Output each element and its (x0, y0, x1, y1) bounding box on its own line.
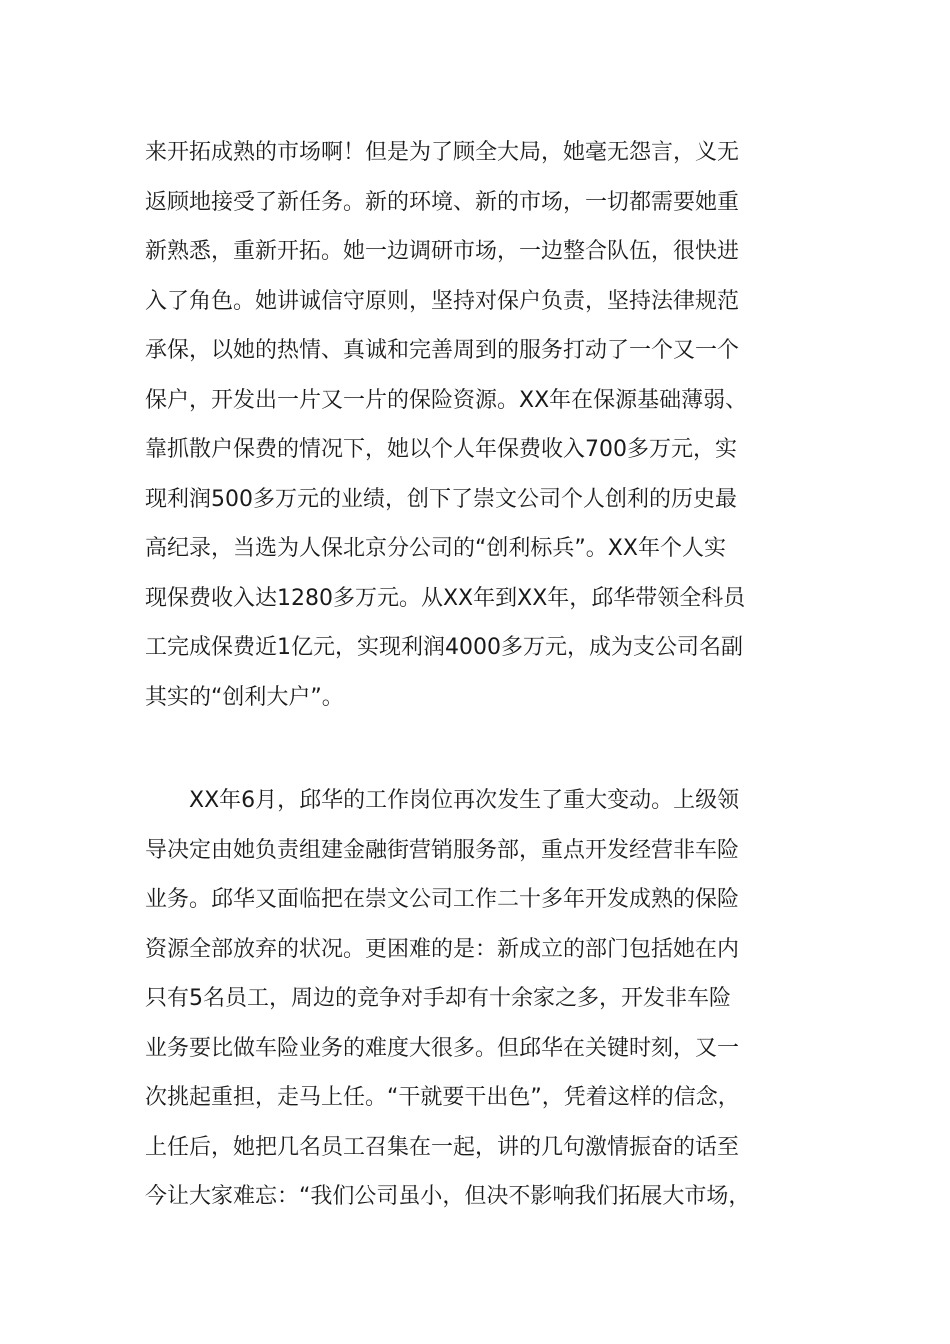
text-line: 导决定由她负责组建金融街营销服务部，重点开发经营非车险 (145, 837, 740, 863)
text-line: 工完成保费近1亿元，实现利润4000多万元，成为支公司名副 (145, 635, 743, 660)
text-line: 资源全部放弃的状况。更困难的是：新成立的部门包括她在内 (145, 936, 740, 962)
text-line: 业务要比做车险业务的难度大很多。但邱华在关键时刻，又一 (145, 1035, 740, 1061)
paragraph-1 (145, 128, 825, 722)
text-line: 现利润500多万元的业绩，创下了崇文公司个人创利的历史最 (145, 486, 737, 512)
text-line: 保户，开发出一片又一片的保险资源。XX年在保源基础薄弱、 (145, 387, 748, 413)
text-line: 入了角色。她讲诚信守原则，坚持对保户负责，坚持法律规范 (145, 288, 740, 314)
text-line: 新熟悉，重新开拓。她一边调研市场，一边整合队伍，很快进 (145, 239, 740, 264)
text-line: 今让大家难忘：“我们公司虽小，但决不影响我们拓展大市场， (145, 1184, 751, 1209)
text-line: 来开拓成熟的市场啊！但是为了顾全大局，她毫无怨言，义无 (145, 140, 740, 165)
text-line: 高纪录，当选为人保北京分公司的“创利标兵”。XX年个人实 (145, 536, 726, 561)
text-line: 现保费收入达1280多万元。从XX年到XX年，邱华带领全科员 (145, 585, 746, 611)
text-line: 其实的“创利大户”。 (145, 684, 344, 710)
text-line: 承保，以她的热情、真诚和完善周到的服务打动了一个又一个 (145, 338, 740, 363)
text-line: 返顾地接受了新任务。新的环境、新的市场，一切都需要她重 (145, 189, 740, 215)
text-line: 次挑起重担，走马上任。“干就要干出色”，凭着这样的信念， (145, 1085, 740, 1110)
text-line: 靠抓散户保费的情况下，她以个人年保费收入700多万元，实 (145, 437, 737, 462)
text-line: XX年6月，邱华的工作岗位再次发生了重大变动。上级领 (145, 788, 740, 813)
text-line: 只有5名员工，周边的竞争对手却有十余家之多，开发非车险 (145, 986, 731, 1011)
text-line: 业务。邱华又面临把在崇文公司工作二十多年开发成熟的保险 (145, 887, 740, 912)
text-line: 上任后，她把几名员工召集在一起，讲的几句激情振奋的话至 (145, 1134, 740, 1160)
paragraph-2 (145, 776, 825, 1222)
